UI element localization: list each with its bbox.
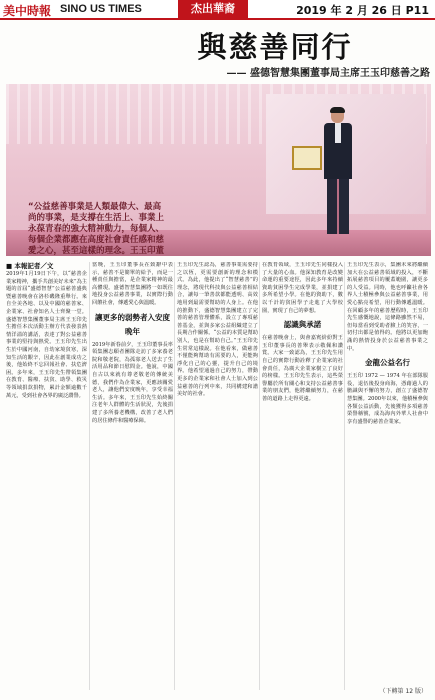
column-text: 王玉印 1972 — 1974 年在部隊服役，退伍後投身商海，憑藉過人的膽識與不懈的努力，創立了盛德智慧集團。2000年以來，他積極參與各類公益活動，先後獲得多項慈善榮譽稱號，成為海內外華人社會中享有盛譽的慈善企業家。 [347, 373, 428, 425]
article-photo [6, 84, 431, 256]
byline: ■ 本報記者／文 [6, 262, 54, 270]
column-text: 在慈善晚會上，與會嘉賓紛紛對王玉印董事長的善舉表示敬佩和讚賞。大家一致認為，王玉印先生用自己的實際行動詮釋了企業家的社會責任，為廣大企業家樹立了良好的榜樣。王玉印先生表示，這些榮譽屬於所有關心和支持公益慈善事業的朋友們，他將繼續努力，在慈善的道路上走得更遠。 [262, 335, 343, 402]
section-subtitle: 讓更多的弱勢者入安度晚年 [95, 312, 170, 336]
article-subheadline: —— 盛德智慧集團董事局主席王玉印慈善之路 [226, 68, 430, 79]
speaker-figure [318, 108, 356, 236]
newspaper-brand: SINO US TIMES [60, 3, 142, 15]
column-text: 在教育領域，王玉印先生同樣投入了大量的心血。他深知教育是改變命運的重要途徑，因此多年來持續資助貧困學生完成學業，並捐建了多所希望小學。在他的資助下，數以千計的貧困學子走進了大學校園，實現了自己的夢想。 [262, 262, 343, 314]
issue-date: 2019 年 2 月 26 日 P11 [296, 4, 429, 17]
column-text: 當晚，王玉印董事長在致辭中表示，慈善不是簡單的給予，而是一種責任與擔當，是企業家精神的最高體現。盛德智慧集團將一如既往地投身公益慈善事業，以實際行動回饋社會，傳遞愛心與溫暖。 [92, 262, 173, 306]
section-label: 杰出華裔 [178, 0, 248, 18]
section-subtitle: 認識與承諾 [283, 320, 322, 330]
text-column-3 [177, 262, 258, 690]
column-text: 王玉印先生表示，集團未來將繼續加大在公益慈善領域的投入，不斷拓展慈善項目的覆蓋範圍，讓更多的人受益。同時，他也呼籲社會各界人士積極參與公益慈善事業，用愛心點亮希望，用行動傳遞溫暖。在回顧多年的慈善歷程時，王玉印先生感慨地說，這條路雖然不易，但每當看到受助者臉上的笑容，一切付出都是值得的。他將以更加飽滿的熱情投身於公益慈善事業之中。 [347, 262, 428, 352]
article-headline: 與慈善同行 [197, 30, 353, 64]
text-column-4 [262, 262, 343, 690]
masthead [0, 0, 435, 20]
column-text: 王玉印先生認為，慈善事業需要持之以恆，更需要創新的理念和模式。為此，他提出了“智慧慈善”的理念，將現代科技與公益慈善相結合，讓每一筆善款都能透明、高效地用到最需要幫助的人身上。在他的推動下，盛德智慧集團建立了完善的慈善管理體系，設立了專項慈善基金，並與多家公益組織建立了長期合作關係。“公益的本質是幫助別人，也是在幫助自己。”王玉印先生常常這樣說。在他看來，做慈善不僅能夠幫助有需要的人，更能夠淨化自己的心靈，提升自己的境界。他希望通過自己的努力，帶動更多的企業家和社會人士加入到公益慈善的行列中來，共同構建和諧美好的社會。 [177, 262, 258, 398]
photo-pull-quote: “公益慈善事業是人類最偉大、最高尚的事業，是支撐在生活上、事業上永葆青春的強大精神動力，每個人、每個企業都應在高度社會責任感和慈愛之心，甚至這樣的理念。王玉印董 [28, 202, 165, 256]
continued-note: （下轉第 12 版） [379, 688, 427, 695]
section-subtitle: 金龍公益名行 [365, 358, 410, 368]
text-column-1 [6, 262, 87, 690]
newspaper-logo: 美中時報 [3, 4, 52, 18]
text-column-2 [92, 262, 173, 690]
column-text: 2019年1月19日下午，以“慈善企業家精神，攜手共創美好未來”為主題的首屆“盛德智慧”公益慈善盛典暨慈善晚會在洛杉磯隆重舉行。來自全美各地、以及中國的慈善家、企業家、社會知名人士齊聚一堂。盛德智慧集團董事局主席王玉印先生擔任本次活動主辦方代表發表熱情洋溢的講話，表達了對公益慈善事業的堅持與熱愛。王玉印先生出生於中國河南，自幼家境貧寒，深知生活的艱辛，因此在創業成功之後，他始終不忘回報社會、扶危濟困。多年來，王玉印先生帶領集團在教育、醫療、扶貧、助學、救災等領域捐款捐物，累計金額逾數千萬元，受到社會各界的廣泛讚譽。 [6, 271, 87, 399]
column-text: 2019年新春前夕，王玉印董事長率領集團志願者團隊走訪了多家養老院和敬老院，為孤寡老人送去了生活用品和節日慰問金。他說，中國自古以來就有尊老敬老的傳統美德，我們作為企業家，更應該關愛老人，讓他們安度晚年，享受幸福生活。多年來，王玉印先生始終關注老年人群體的生活狀況，先後捐建了多所養老機構，改善了老人們的居住條件和醫療保障。 [92, 341, 173, 424]
article-body [6, 262, 430, 690]
text-column-5 [347, 262, 428, 690]
